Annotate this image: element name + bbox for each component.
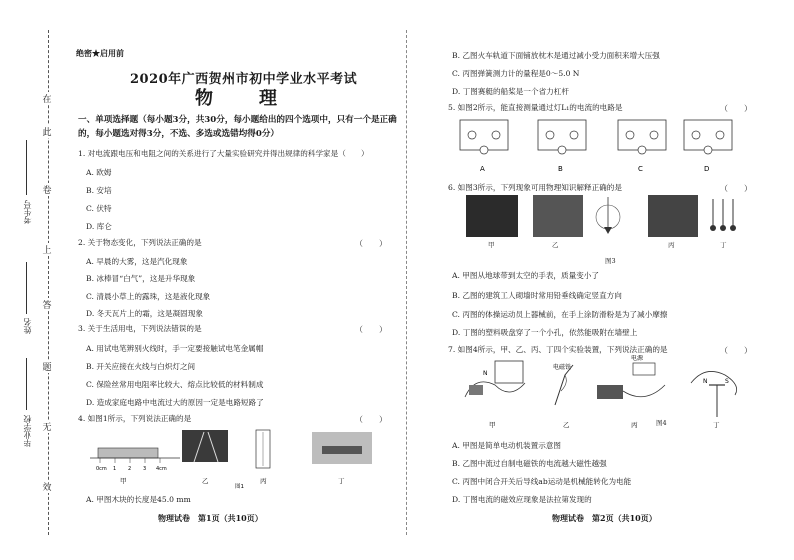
question-7-stem: 7. 如图4所示，甲、乙、丙、丁四个实验装置，下列说法正确的是 — [448, 345, 668, 354]
fig1-label-jia: 甲 — [120, 477, 127, 485]
circuit-a-lamp — [492, 131, 500, 139]
suction-cup — [720, 225, 726, 231]
photo-bricklayer — [533, 195, 583, 237]
circuit-d-wire — [684, 120, 732, 150]
plumb-bob — [604, 227, 612, 234]
fig1-caption: 图1 — [235, 484, 244, 490]
q1-option-a: A. 欧姆 — [86, 168, 112, 177]
circuit-c — [618, 120, 666, 154]
q3-option-b: B. 开关应接在火线与白炽灯之间 — [86, 362, 196, 371]
q3-answer-paren: （ ） — [355, 325, 387, 334]
spring-scale — [256, 430, 270, 468]
suction-cup — [730, 225, 736, 231]
fig4-yi-nail — [555, 365, 573, 405]
footer-page-2: 物理试卷 第2页（共10页） — [552, 513, 657, 523]
q3-option-a: A. 用试电笔辨别火线时，手一定要接触试电笔金属帽 — [86, 344, 264, 353]
ruler-figure — [90, 448, 180, 472]
circuit-c-lamp — [626, 131, 634, 139]
fig2-label-d: D — [704, 165, 710, 173]
q2-option-d: D. 冬天瓦片上的霜，这是凝固现象 — [86, 309, 203, 318]
field-exam-number-line — [26, 140, 27, 195]
circuit-b-ammeter — [558, 146, 566, 154]
q2-option-b: B. 冰棒冒“白气”，这是升华现象 — [86, 274, 196, 283]
fig3-label-yi: 乙 — [552, 241, 559, 249]
q4-option-a: A. 甲图木块的长度是45.0 mm — [86, 495, 191, 504]
q6-option-b: B. 乙图的建筑工人砌墙时常用铅垂线确定竖直方向 — [452, 291, 622, 300]
q1-option-b: B. 安培 — [86, 186, 112, 195]
rowing-boat — [322, 446, 362, 454]
q7-option-a: A. 甲图是简单电动机装置示意图 — [452, 441, 562, 450]
question-5-stem: 5. 如图2所示，能直接测量通过灯L₁的电流的电路是 — [448, 103, 623, 112]
fig4-yi — [553, 363, 573, 405]
fig3-label-jia: 甲 — [488, 241, 495, 249]
side-char: 题 — [40, 360, 54, 373]
q2-option-c: C. 清晨小草上的露珠，这是液化现象 — [86, 292, 211, 301]
field-name-line — [26, 262, 27, 314]
q7-option-b: B. 乙图中流过自制电磁铁的电流越大磁性越强 — [452, 459, 607, 468]
fig2-label-a: A — [480, 165, 485, 173]
fig4-bing-power-label: 电源 — [631, 355, 644, 362]
fig4-yi-label: 电磁铁 — [553, 364, 572, 371]
circuit-b — [538, 120, 586, 154]
q3-option-c: C. 保险丝常用电阻率比较大、熔点比较低的材料制成 — [86, 380, 264, 389]
fig1-label-ding: 丁 — [338, 477, 345, 485]
suction-cup — [710, 225, 716, 231]
side-char: 此 — [40, 125, 54, 138]
figure-4-electromagnetism — [455, 355, 755, 435]
fig4-jia-magnet — [469, 385, 483, 395]
side-char: 无 — [40, 420, 54, 433]
ruler-label: 1 — [113, 466, 117, 472]
side-char: 卷 — [40, 183, 54, 196]
ruler-label: 3 — [143, 466, 147, 472]
fig4-bing — [597, 355, 665, 399]
circuit-c-wire — [618, 120, 666, 150]
fig4-bing-power — [633, 363, 655, 375]
q6-answer-paren: （ ） — [720, 184, 752, 193]
q4-answer-paren: （ ） — [355, 415, 387, 424]
exam-title: 2020年广西贺州市初中学业水平考试 — [130, 72, 358, 87]
fig4-jia-n: N — [483, 370, 488, 377]
circuit-d — [684, 120, 732, 154]
fig4-label-yi: 乙 — [563, 421, 570, 429]
q6-option-c: C. 丙图的体操运动员上器械前，在手上涂防滑粉是为了减小摩擦 — [452, 310, 668, 319]
field-school-line — [26, 358, 27, 410]
fig1-label-bing: 丙 — [260, 477, 267, 485]
photo-astronaut-watch — [466, 195, 518, 237]
page-divider — [406, 30, 407, 535]
fig2-label-b: B — [558, 165, 563, 173]
fig4-bing-wire — [623, 385, 665, 397]
question-3-stem: 3. 关于生活用电，下列说法错误的是 — [78, 324, 202, 333]
fig4-ding-s: S — [725, 378, 729, 385]
section-heading: 一、单项选择题（每小题3分，共30分，每小题给出的四个选项中，只有一个是正确的，每小题选对得3分，不选、多选或选错均得0分） — [78, 115, 397, 139]
binding-dashed-line — [48, 30, 49, 535]
circuit-a — [460, 120, 508, 154]
q1-option-d: D. 库仑 — [86, 222, 112, 231]
circuit-c-ammeter — [638, 146, 646, 154]
suction-hooks-diagram — [705, 195, 741, 237]
photo-gymnast — [648, 195, 698, 237]
footer-page-1: 物理试卷 第1页（共10页） — [158, 513, 263, 523]
wood-block — [98, 448, 158, 458]
circuit-d-lamp — [716, 131, 724, 139]
side-char: 上 — [40, 243, 54, 256]
field-name: 姓名 — [23, 318, 32, 334]
question-2-stem: 2. 关于物态变化，下列说法正确的是 — [78, 238, 202, 247]
circuit-b-lamp — [546, 131, 554, 139]
fig4-bing-magnet — [597, 385, 623, 399]
figure-1 — [90, 428, 400, 490]
fig3-label-bing: 丙 — [668, 241, 675, 249]
fig1-label-yi: 乙 — [202, 477, 209, 485]
fig4-label-jia: 甲 — [489, 421, 496, 429]
figure-2-circuits — [452, 115, 752, 175]
railway-photo-bg — [182, 430, 228, 462]
side-char: 效 — [40, 480, 54, 493]
rowing-photo — [312, 432, 372, 464]
fig4-ding-n: N — [703, 378, 708, 385]
field-school: 毕业学校 — [23, 415, 32, 447]
circuit-a-wire — [460, 120, 508, 150]
circuit-a-ammeter — [480, 146, 488, 154]
q2-answer-paren: （ ） — [355, 239, 387, 248]
fig4-label-bing: 丙 — [631, 421, 638, 429]
fig4-label-ding: 丁 — [713, 421, 720, 429]
q2-option-a: A. 早晨的大雾，这是汽化现象 — [86, 257, 188, 266]
circuit-d-ammeter — [704, 146, 712, 154]
q4-option-b: B. 乙图火车轨道下面铺放枕木是通过减小受力面积来增大压强 — [452, 51, 660, 60]
side-char: 在 — [40, 92, 54, 105]
fig4-jia-meter — [495, 361, 523, 383]
fig4-ding-wire — [691, 371, 737, 395]
fig2-label-c: C — [638, 165, 643, 173]
railway-photo — [182, 430, 228, 462]
fig4-jia — [465, 361, 525, 397]
q6-option-a: A. 甲图从地球带到太空的手表，质量变小了 — [452, 271, 599, 280]
q7-option-c: C. 丙图中闭合开关后导线ab运动是机械能转化为电能 — [452, 477, 632, 486]
q5-answer-paren: （ ） — [720, 104, 752, 113]
q1-option-c: C. 伏特 — [86, 204, 112, 213]
ruler-label: 0cm — [96, 466, 107, 472]
subject-title: 物 理 — [195, 88, 291, 109]
ruler-label: 4cm — [156, 466, 167, 472]
fig3-caption: 图3 — [605, 257, 616, 265]
question-6-stem: 6. 如图3所示，下列现象可用物理知识解释正确的是 — [448, 183, 622, 192]
circuit-b-lamp — [570, 131, 578, 139]
circuit-c-lamp — [650, 131, 658, 139]
q6-option-d: D. 丁图的塑料吸盘穿了一个小孔，依然能吸附在墙壁上 — [452, 328, 638, 337]
field-exam-number: 考生号 — [23, 200, 32, 224]
secret-label: 绝密★启用前 — [76, 48, 124, 58]
fig4-ding — [691, 371, 737, 417]
q3-option-d: D. 造成家庭电路中电流过大的原因一定是电路短路了 — [86, 398, 264, 407]
circuit-d-lamp — [692, 131, 700, 139]
fig4-yi-coil — [561, 375, 566, 391]
q7-option-d: D. 丁图电流的磁效应现象是法拉第发现的 — [452, 495, 592, 504]
q7-answer-paren: （ ） — [720, 346, 752, 355]
fig3-label-ding: 丁 — [720, 241, 727, 249]
plumb-line-diagram — [592, 195, 624, 237]
question-1-stem: 1. 对电流跟电压和电阻之间的关系进行了大量实验研究并得出规律的科学家是（ ） — [78, 149, 369, 158]
question-4-stem: 4. 如图1所示，下列说法正确的是 — [78, 414, 192, 423]
q4-option-d: D. 丁图赛艇的船桨是一个省力杠杆 — [452, 87, 569, 96]
circuit-b-wire — [538, 120, 586, 150]
side-char: 答 — [40, 298, 54, 311]
circuit-a-lamp — [468, 131, 476, 139]
fig4-caption: 图4 — [656, 419, 667, 427]
q4-option-c: C. 丙图弹簧测力计的量程是0～5.0 N — [452, 69, 580, 78]
ruler-label: 2 — [128, 466, 132, 472]
